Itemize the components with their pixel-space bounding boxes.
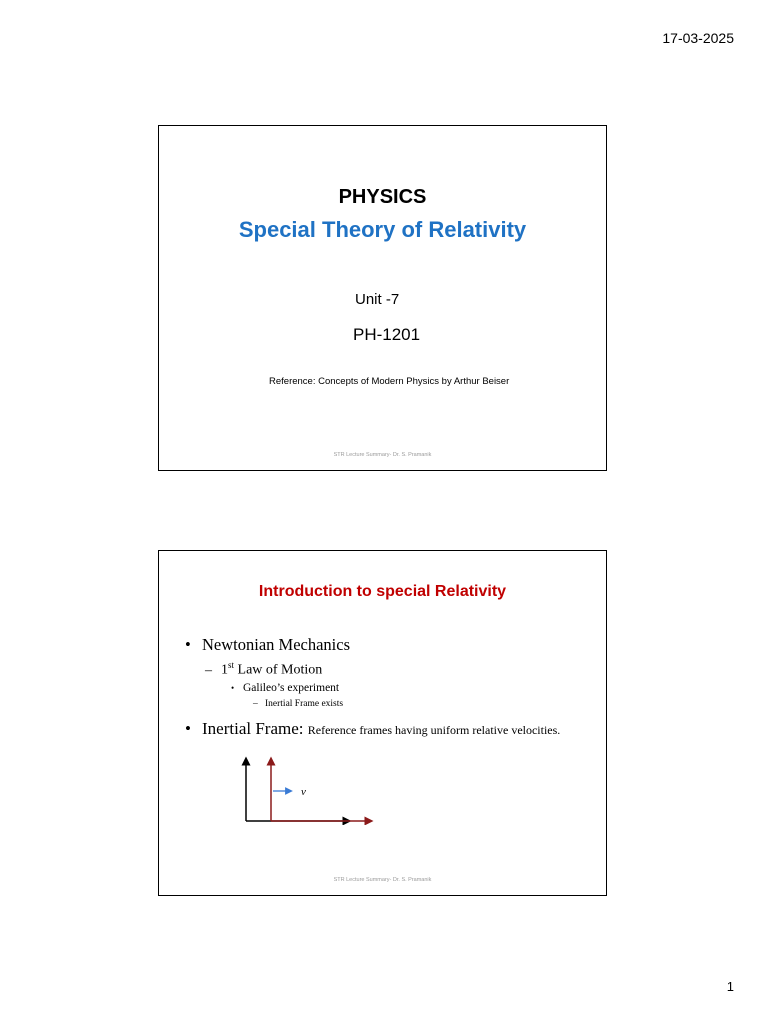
bullet-dot-icon: •: [185, 635, 191, 654]
stationary-frame-axes: [246, 761, 347, 821]
inertial-frames-diagram: [239, 755, 379, 825]
slide-1-title: [158, 125, 607, 471]
slide-1-heading: PHYSICS: [338, 186, 427, 208]
unit-label: Unit -7: [355, 291, 400, 308]
sub-bullet-first-law: – 1st Law of Motion: [205, 660, 323, 678]
sub-bullet-galileo: • Galileo’s experiment: [231, 682, 340, 694]
bullet-inertial-frame: • Inertial Frame: Reference frames having uniform relative velocities.: [185, 719, 561, 738]
bullet-dot-icon: •: [231, 683, 235, 693]
reference-text: Reference: Concepts of Modern Physics by Arthur Beiser: [269, 376, 510, 387]
page-number: 1: [726, 979, 734, 994]
slide-2-introduction: [158, 550, 607, 896]
dash-icon: –: [253, 699, 258, 709]
bullet-dot-icon: •: [185, 719, 191, 738]
date-header: 17-03-2025: [662, 30, 734, 46]
course-code: PH-1201: [353, 325, 421, 344]
slide-1-subtitle: Special Theory of Relativity: [238, 217, 527, 242]
dash-icon: –: [205, 662, 212, 678]
slide-1-footer: STR Lecture Summary- Dr. S. Pramanik: [333, 452, 432, 458]
velocity-label: v: [301, 786, 306, 798]
slide-2-heading: Introduction to special Relativity: [258, 583, 507, 600]
sub-bullet-inertial-exists: – Inertial Frame exists: [253, 699, 344, 709]
bullet-newtonian-mechanics: • Newtonian Mechanics: [185, 635, 350, 654]
slide-2-footer: STR Lecture Summary- Dr. S. Pramanik: [333, 877, 432, 883]
